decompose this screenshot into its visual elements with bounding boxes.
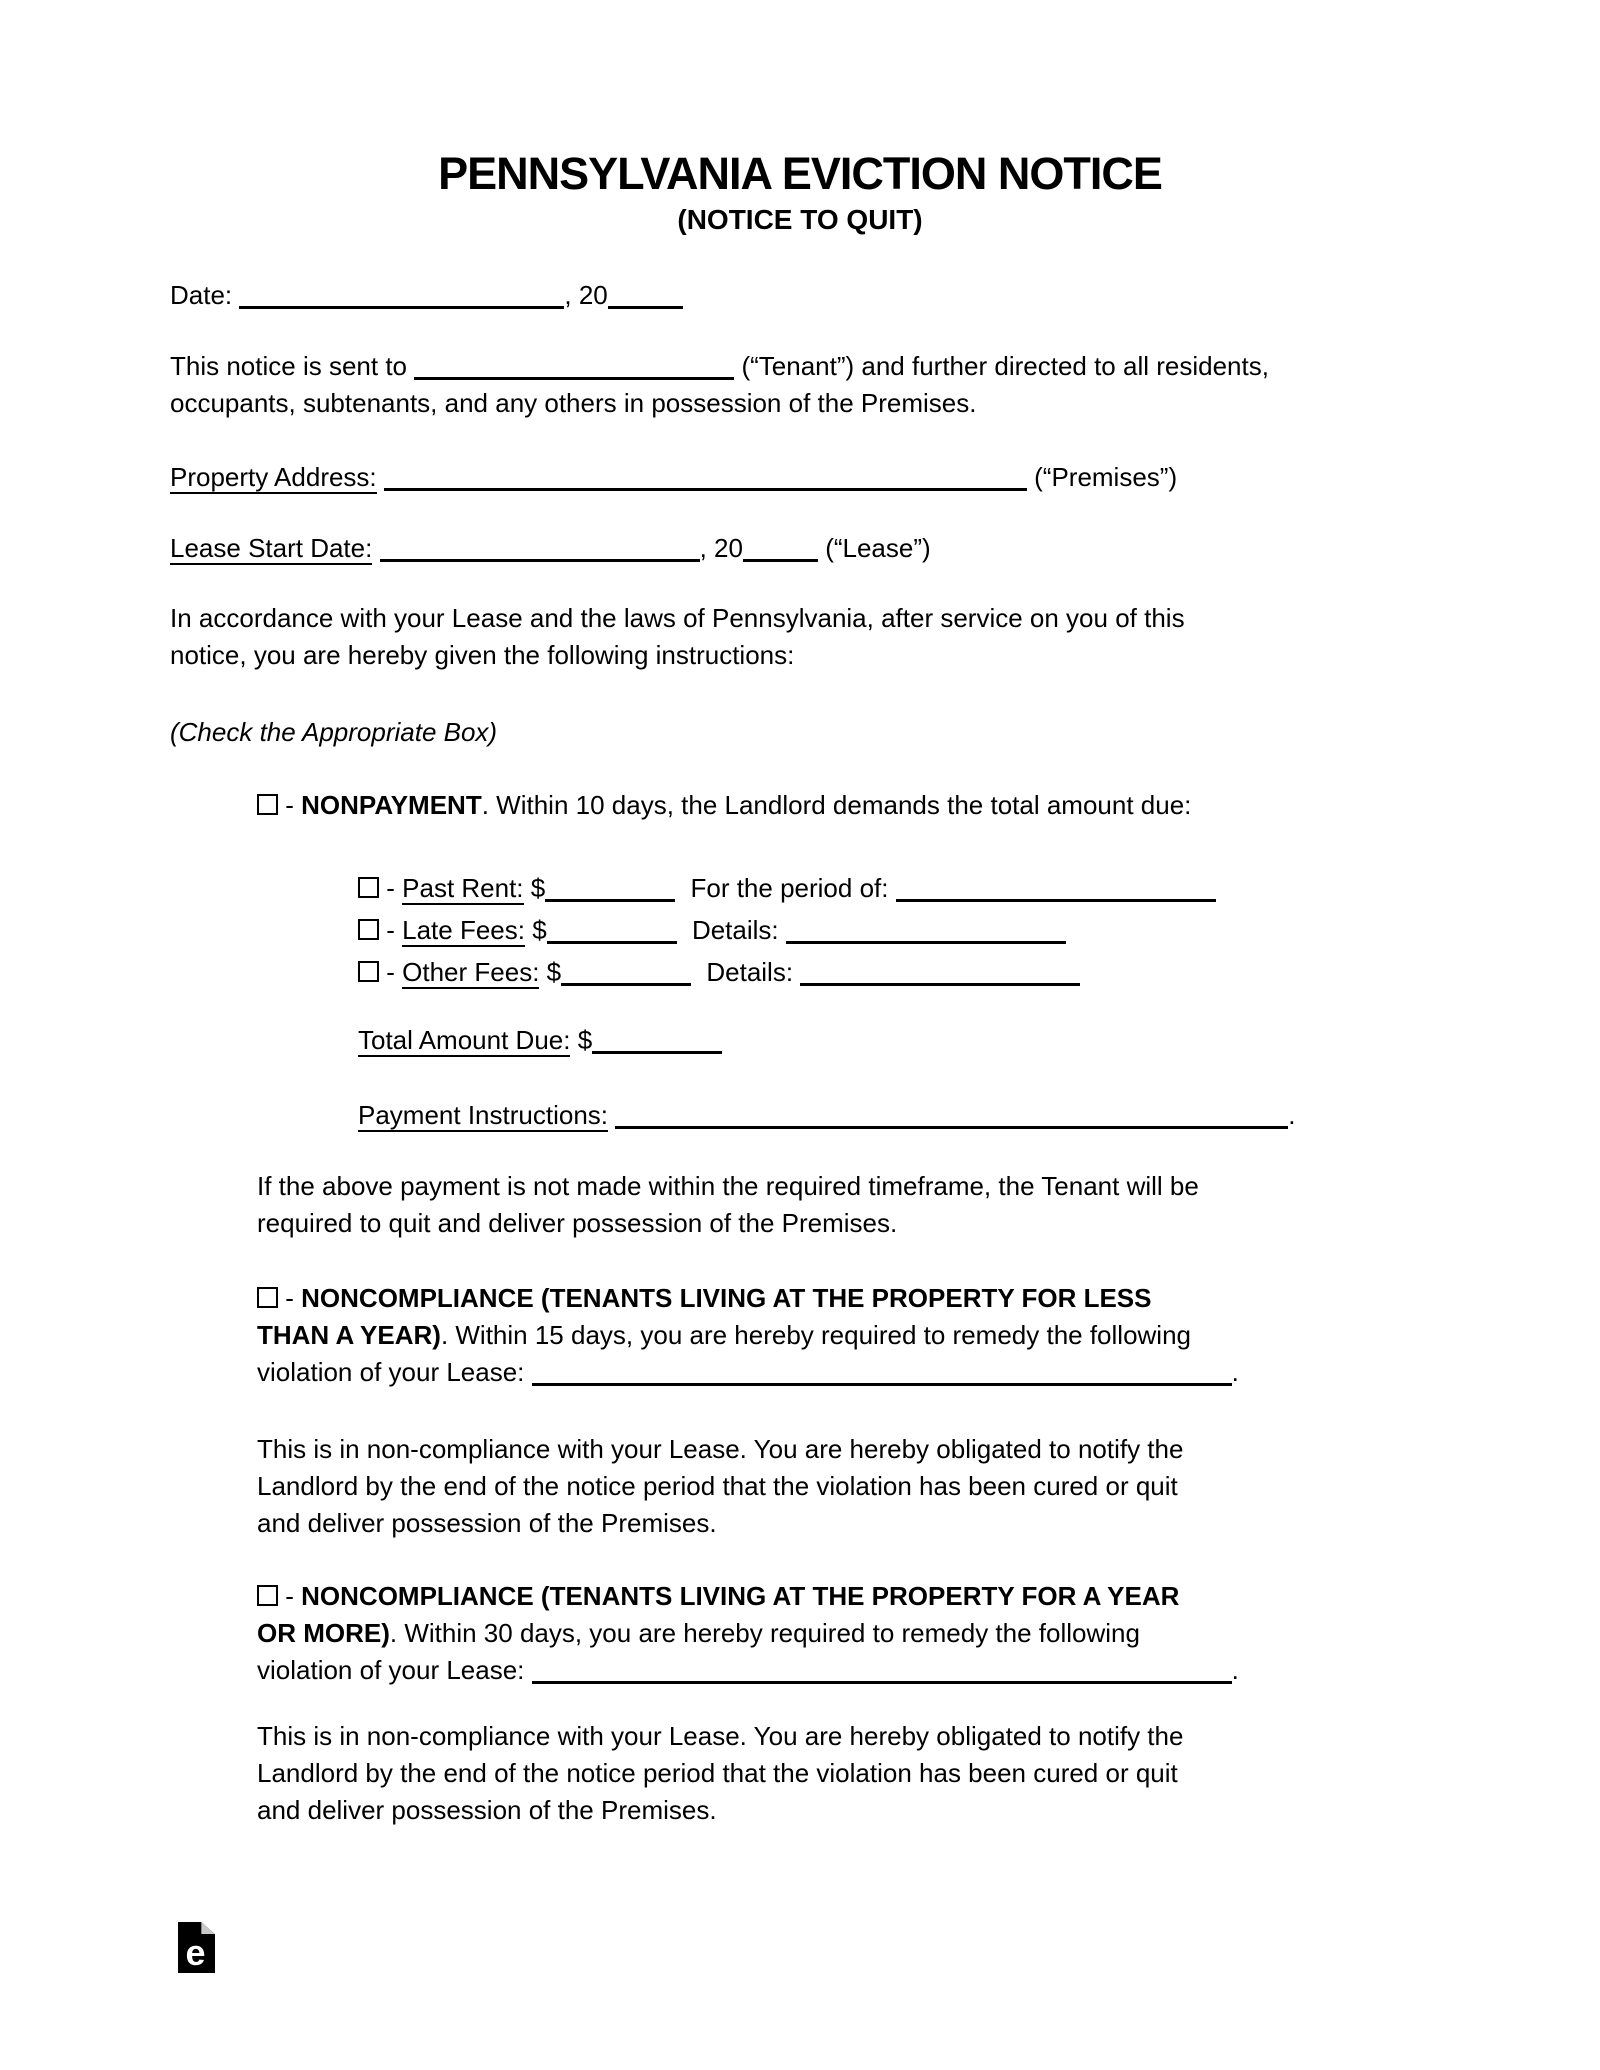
noncompliance-long-title-line1: NONCOMPLIANCE (TENANTS LIVING AT THE PROPERTY FOR A YEAR: [301, 1581, 1180, 1611]
past-rent-dash: -: [386, 873, 395, 903]
nonpayment-checkbox[interactable]: [257, 794, 278, 815]
past-rent-detail-label: For the period of:: [690, 873, 889, 903]
past-rent-label: Past Rent:: [402, 873, 524, 903]
page-title: PENNSYLVANIA EVICTION NOTICE: [438, 148, 1162, 199]
page-subtitle: (NOTICE TO QUIT): [677, 204, 923, 235]
payment-instructions-period: .: [1288, 1100, 1296, 1130]
date-year-prefix: , 20: [564, 280, 608, 310]
intro-line2: occupants, subtenants, and any others in possession of the Premises.: [170, 388, 977, 418]
cure-notice-line3: and deliver possession of the Premises.: [257, 1508, 717, 1538]
other-fees-details-blank[interactable]: [800, 961, 1080, 986]
nonpayment-notice-line1: If the above payment is not made within the required timeframe, the Tenant will be: [257, 1171, 1199, 1201]
other-fees-row: [358, 951, 1216, 993]
cure-notice-line2: Landlord by the end of the notice period that the violation has been cured or quit: [257, 1758, 1178, 1788]
nonpayment-dash: -: [285, 790, 294, 820]
instructions-line1: In accordance with your Lease and the laws of Pennsylvania, after service on you of this: [170, 603, 1185, 633]
payment-instructions-label: Payment Instructions:: [358, 1100, 608, 1130]
noncompliance-year-more-checkbox[interactable]: [257, 1585, 278, 1606]
late-fees-dash: -: [386, 915, 395, 945]
tenant-name-blank[interactable]: [414, 355, 734, 380]
noncompliance-long-title-line2: OR MORE): [257, 1618, 390, 1648]
date-year-blank[interactable]: [608, 284, 683, 309]
lease-year-blank[interactable]: [743, 537, 818, 562]
other-fees-currency: $: [546, 957, 562, 987]
total-amount-blank[interactable]: [592, 1029, 722, 1054]
late-fees-details-blank[interactable]: [786, 919, 1066, 944]
total-amount-due-label: Total Amount Due:: [358, 1025, 571, 1055]
past-rent-amount-blank[interactable]: [545, 877, 675, 902]
noncompliance-long-text-line2: . Within 30 days, you are hereby required to remedy the following: [389, 1618, 1140, 1648]
late-fees-currency: $: [532, 915, 547, 945]
total-amount-currency: $: [577, 1025, 593, 1055]
past-rent-checkbox[interactable]: [358, 877, 379, 898]
cure-notice-line1: This is in non-compliance with your Lease. You are hereby obligated to notify the: [257, 1434, 1184, 1464]
eforms-logo-letter: e: [185, 1932, 206, 1973]
premises-suffix: (“Premises”): [1034, 462, 1178, 492]
nonpayment-title: NONPAYMENT: [301, 790, 482, 820]
payment-instructions-blank[interactable]: [615, 1104, 1288, 1129]
eforms-logo: [178, 1922, 215, 1973]
property-address-label: Property Address:: [170, 462, 377, 492]
late-fees-label: Late Fees:: [402, 915, 525, 945]
noncompliance-long-dash: -: [285, 1581, 294, 1611]
late-fees-amount-blank[interactable]: [547, 919, 677, 944]
cure-notice-line3: and deliver possession of the Premises.: [257, 1795, 717, 1825]
other-fees-detail-label: Details:: [706, 957, 794, 987]
check-note: (Check the Appropriate Box): [170, 717, 498, 747]
cure-notice-line1: This is in non-compliance with your Lease. You are hereby obligated to notify the: [257, 1721, 1184, 1751]
noncompliance-short-text-line2: . Within 15 days, you are hereby required to remedy the following: [440, 1320, 1192, 1350]
lease-suffix: (“Lease”): [825, 533, 931, 563]
cure-notice-line2: Landlord by the end of the notice period that the violation has been cured or quit: [257, 1471, 1178, 1501]
noncompliance-short-title-line1: NONCOMPLIANCE (TENANTS LIVING AT THE PROPERTY FOR LESS: [301, 1283, 1152, 1313]
other-fees-dash: -: [386, 957, 395, 987]
date-blank[interactable]: [239, 284, 564, 309]
violation-short-blank[interactable]: [532, 1361, 1232, 1386]
intro-line1-post: (“Tenant”) and further directed to all residents,: [741, 351, 1269, 381]
nonpayment-notice-line2: required to quit and deliver possession of the Premises.: [257, 1208, 898, 1238]
nonpayment-text: . Within 10 days, the Landlord demands the total amount due:: [481, 790, 1192, 820]
noncompliance-short-period: .: [1231, 1357, 1239, 1387]
late-fees-checkbox[interactable]: [358, 919, 379, 940]
noncompliance-short-dash: -: [285, 1283, 294, 1313]
noncompliance-short-title-line2: THAN A YEAR): [257, 1320, 441, 1350]
other-fees-amount-blank[interactable]: [561, 961, 691, 986]
date-label: Date:: [170, 280, 233, 310]
other-fees-label: Other Fees:: [402, 957, 540, 987]
instructions-line2: notice, you are hereby given the following instructions:: [170, 640, 795, 670]
violation-long-blank[interactable]: [532, 1659, 1232, 1684]
noncompliance-short-text-line3: violation of your Lease:: [257, 1357, 525, 1387]
lease-start-date-label: Lease Start Date:: [170, 533, 373, 563]
past-rent-period-blank[interactable]: [896, 877, 1216, 902]
noncompliance-long-period: .: [1231, 1655, 1239, 1685]
noncompliance-long-text-line3: violation of your Lease:: [257, 1655, 525, 1685]
other-fees-checkbox[interactable]: [358, 961, 379, 982]
intro-line1-pre: This notice is sent to: [170, 351, 407, 381]
property-address-blank[interactable]: [384, 466, 1027, 491]
late-fees-row: [358, 909, 1216, 951]
past-rent-currency: $: [530, 873, 546, 903]
lease-year-prefix: , 20: [699, 533, 743, 563]
late-fees-detail-label: Details:: [691, 915, 779, 945]
lease-start-date-blank[interactable]: [380, 537, 700, 562]
noncompliance-less-year-checkbox[interactable]: [257, 1287, 278, 1308]
past-rent-row: [358, 867, 1216, 909]
